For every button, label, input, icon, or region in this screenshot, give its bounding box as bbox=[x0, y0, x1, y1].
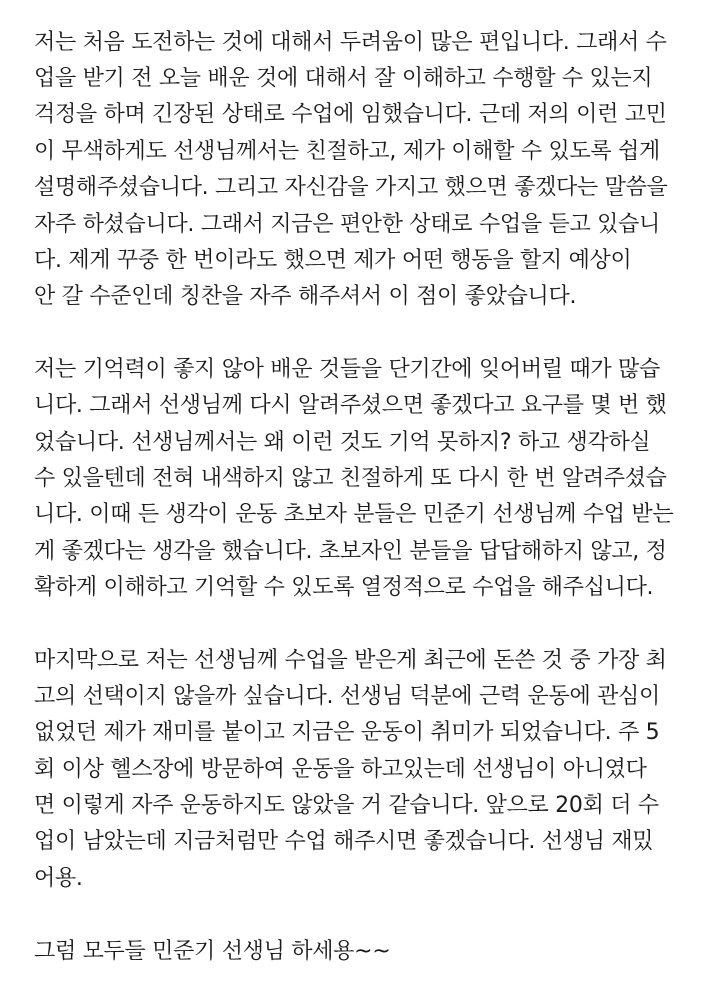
text-line: 자주 하셨습니다. 그래서 지금은 편안한 상태로 수업을 듣고 있습니 bbox=[34, 212, 660, 237]
text-line: 업이 남았는데 지금처럼만 수업 해주시면 좋겠습니다. 선생님 재밌 bbox=[34, 829, 654, 854]
text-line: 걱정을 하며 긴장된 상태로 수업에 임했습니다. 근데 저의 이런 고민 bbox=[34, 102, 667, 127]
text-line: 었습니다. 선생님께서는 왜 이런 것도 기억 못하지? 하고 생각하실 bbox=[34, 430, 651, 455]
text-line: 니다. 이때 든 생각이 운동 초보자 분들은 민준기 선생님께 수업 받는 bbox=[34, 502, 674, 527]
text-line: 저는 기억력이 좋지 않아 배운 것들을 단기간에 잊어버릴 때가 많습 bbox=[34, 357, 660, 382]
text-line: 그럼 모두들 민준기 선생님 하세용~~ bbox=[34, 939, 391, 964]
text-line: 니다. 그래서 선생님께 다시 알려주셨으면 좋겠다고 요구를 몇 번 했 bbox=[34, 393, 667, 418]
text-line: 없었던 제가 재미를 붙이고 지금은 운동이 취미가 되었습니다. 주 5 bbox=[34, 720, 660, 745]
text-line: 어용. bbox=[34, 866, 83, 891]
text-line: 확하게 이해하고 기억할 수 있도록 열정적으로 수업을 해주십니다. bbox=[34, 575, 654, 600]
text-line: 마지막으로 저는 선생님께 수업을 받은게 최근에 돈쓴 것 중 가장 최 bbox=[34, 648, 667, 673]
text-line: 게 좋겠다는 생각을 했습니다. 초보자인 분들을 답답해하지 않고, 정 bbox=[34, 539, 667, 564]
text-line: 고의 선택이지 않을까 싶습니다. 선생님 덕분에 근력 운동에 관심이 bbox=[34, 684, 660, 709]
text-line: 다. 제게 꾸중 한 번이라도 했으면 제가 어떤 행동을 할지 예상이 bbox=[34, 248, 632, 273]
text-line: 저는 처음 도전하는 것에 대해서 두려움이 많은 편입니다. 그래서 수 bbox=[34, 30, 667, 55]
text-line: 설명해주셨습니다. 그리고 자신감을 가지고 했으면 좋겠다는 말씀을 bbox=[34, 175, 668, 200]
text-line: 수 있을텐데 전혀 내색하지 않고 친절하게 또 다시 한 번 알려주셨습 bbox=[34, 466, 667, 491]
text-line: 안 갈 수준인데 칭찬을 자주 해주셔서 이 점이 좋았습니다. bbox=[34, 284, 577, 309]
text-line: 회 이상 헬스장에 방문하여 운동을 하고있는데 선생님이 아니였다 bbox=[34, 757, 647, 782]
text-line: 면 이렇게 자주 운동하지도 않았을 거 같습니다. 앞으로 20회 더 수 bbox=[34, 793, 659, 818]
text-line: 업을 받기 전 오늘 배운 것에 대해서 잘 이해하고 수행할 수 있는지 bbox=[34, 66, 653, 91]
text-line: 이 무색하게도 선생님께서는 친절하고, 제가 이해할 수 있도록 쉽게 bbox=[34, 139, 660, 164]
